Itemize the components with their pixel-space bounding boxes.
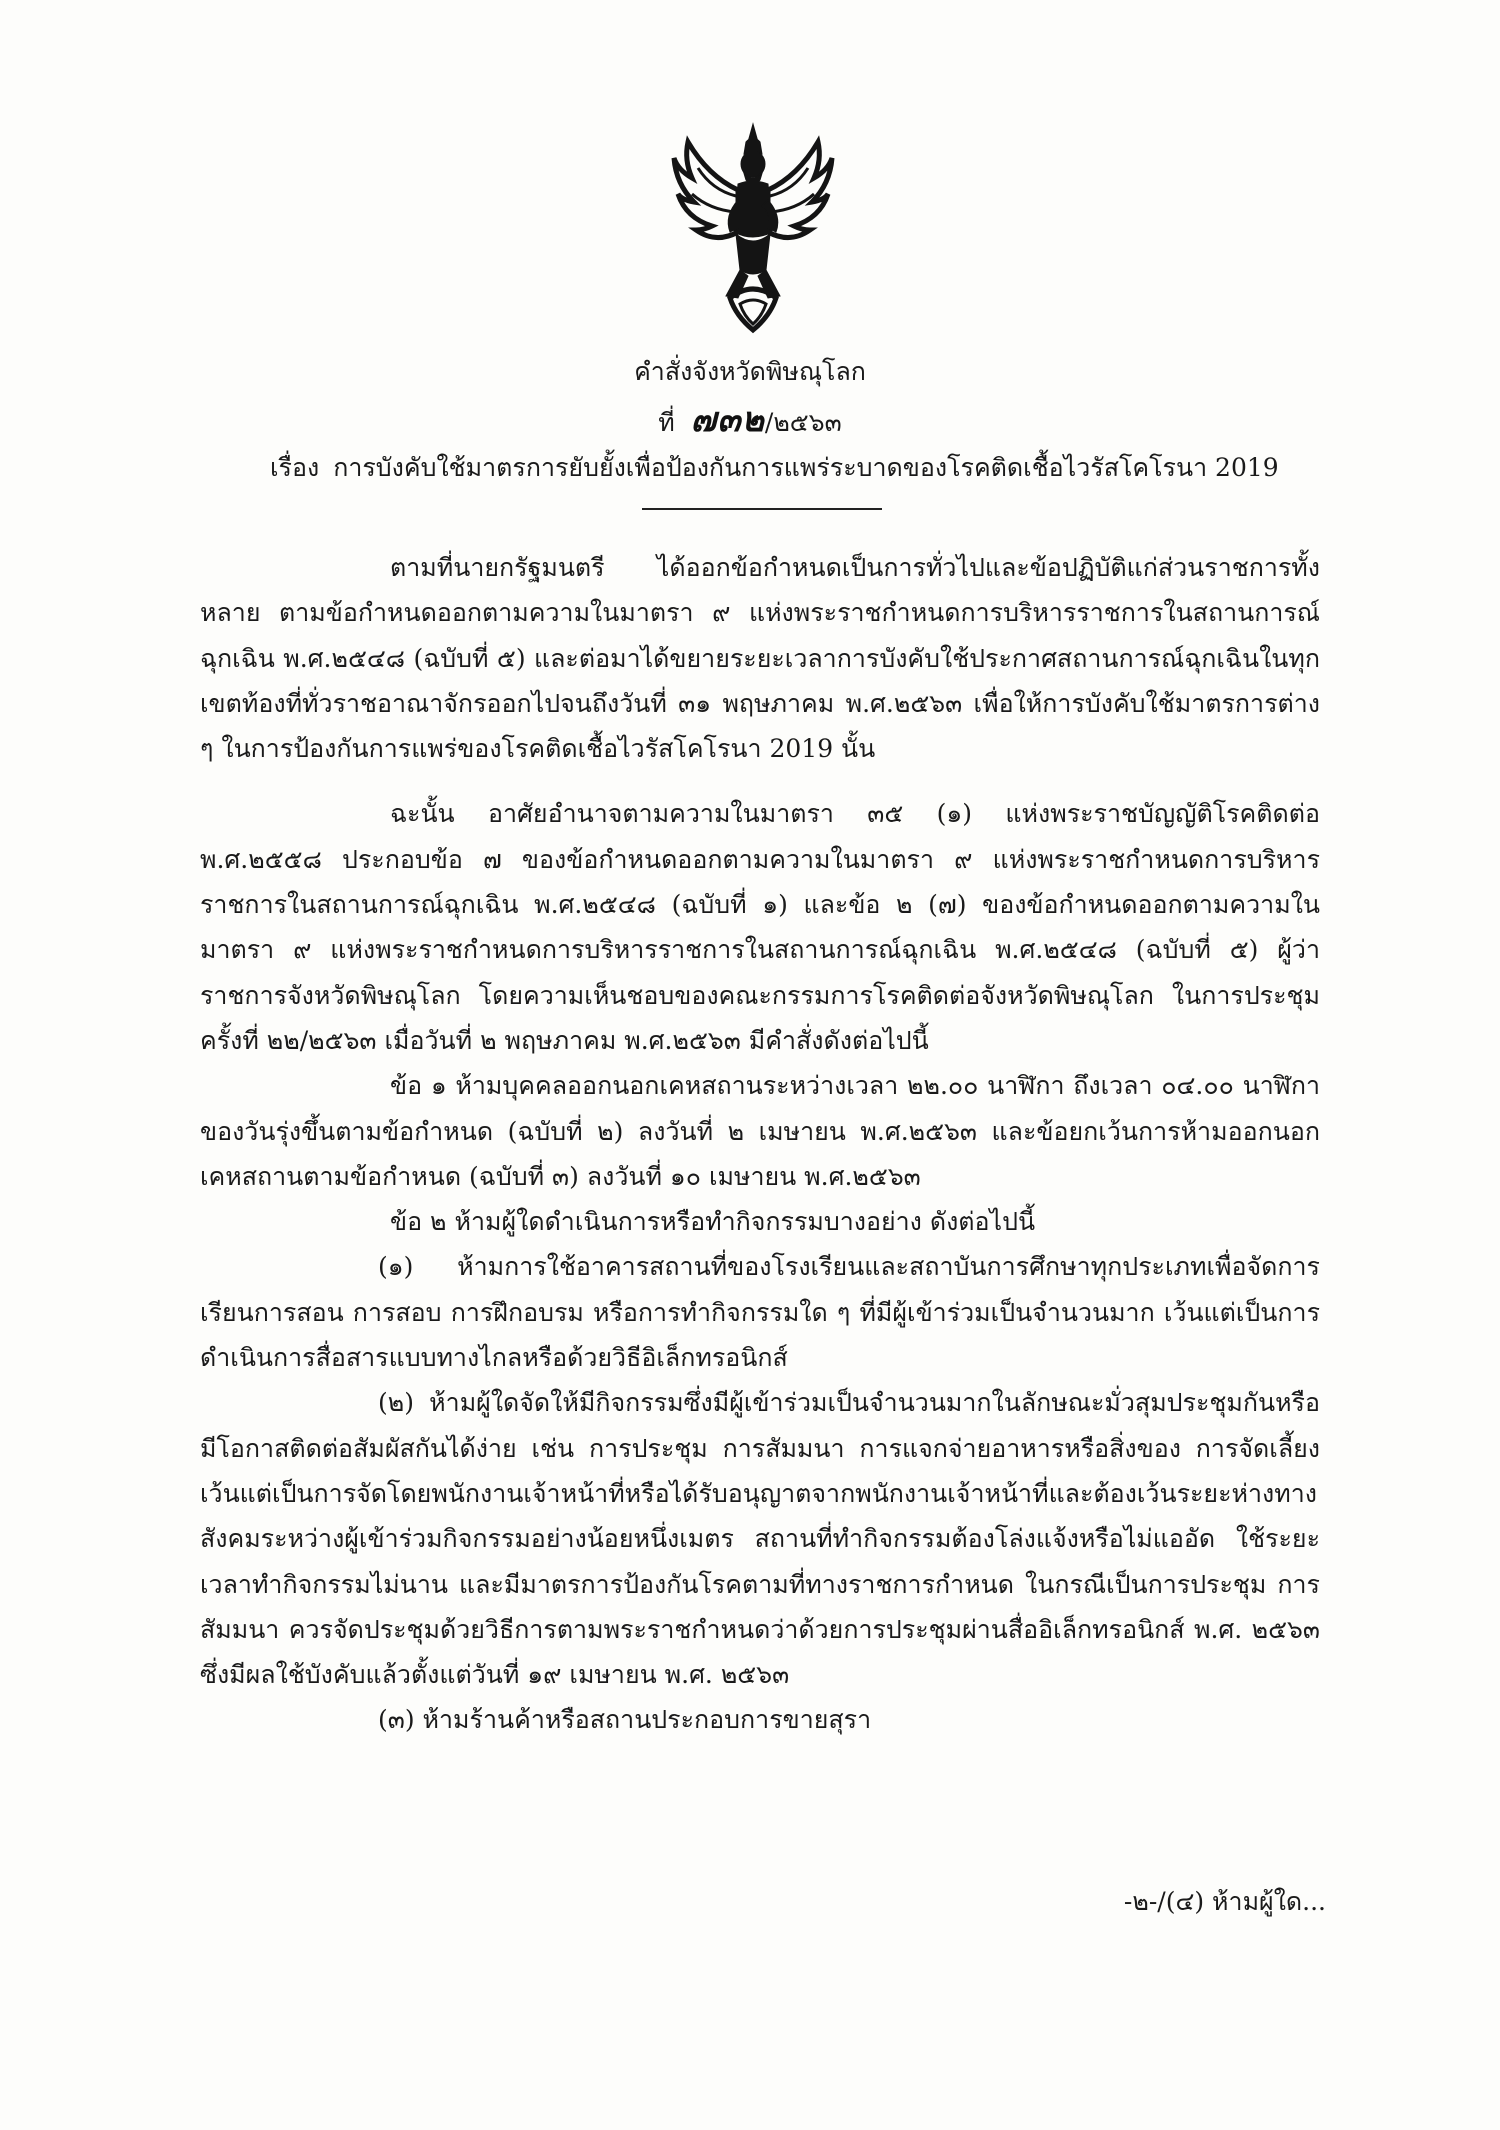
order-body	[200, 545, 1320, 1743]
subject-line	[270, 448, 1330, 488]
order-number-suffix: /๒๕๖๓	[764, 408, 842, 437]
order-number	[0, 392, 1500, 446]
clause-2-sub-2: (๒) ห้ามผู้ใดจัดให้มีกิจกรรมซึ่งมีผู้เข้าร่วมเป็นจำนวนมากในลักษณะมั่วสุมประชุมกันหรือมีโอกาสติดต่อสัมผัสกันได้ง่าย เช่น การประชุม การสัมมนา การแจกจ่ายอาหารหรือสิ่งของ การจัดเลี้ยง เว้นแต่เป็นการจัดโดยพนักงานเจ้าหน้าที่หรือได้รับอนุญาตจากพนักงานเจ้าหน้าที่และต้องเว้นระยะห่างทางสังคมระหว่างผู้เข้าร่วมกิจกรรมอย่างน้อยหนึ่งเมตร สถานที่ทำกิจกรรมต้องโล่งแจ้งหรือไม่แออัด ใช้ระยะเวลาทำกิจกรรมไม่นาน และมีมาตรการป้องกันโรคตามที่ทางราชการกำหนด ในกรณีเป็นการประชุม การสัมมนา ควรจัดประชุมด้วยวิธีการตามพระราชกำหนดว่าด้วยการประชุมผ่านสื่ออิเล็กทรอนิกส์ พ.ศ. ๒๕๖๓ ซึ่งมีผลใช้บังคับแล้วตั้งแต่วันที่ ๑๙ เมษายน พ.ศ. ๒๕๖๓	[200, 1388, 1320, 1690]
subject-text: การบังคับใช้มาตรการยับยั้งเพื่อป้องกันการแพร่ระบาดของโรคติดเชื้อไวรัสโคโรนา 2019	[333, 453, 1279, 482]
clause-2-sub-3: (๓) ห้ามร้านค้าหรือสถานประกอบการขายสุรา	[378, 1705, 872, 1735]
divider-rule	[642, 508, 882, 510]
clause-2: ข้อ ๒ ห้ามผู้ใดดำเนินการหรือทำกิจกรรมบางอย่าง ดังต่อไปนี้	[390, 1207, 1036, 1237]
paragraph-preamble: ตามที่นายกรัฐมนตรี ได้ออกข้อกำหนดเป็นการทั่วไปและข้อปฏิบัติแก่ส่วนราชการทั้งหลาย ตามข้อกำหนดออกตามความในมาตรา ๙ แห่งพระราชกำหนดการบริหารราชการในสถานการณ์ฉุกเฉิน พ.ศ.๒๕๔๘ (ฉบับที่ ๕) และต่อมาได้ขยายระยะเวลาการบังคับใช้ประกาศสถานการณ์ฉุกเฉินในทุกเขตท้องที่ทั่วราชอาณาจักรออกไปจนถึงวันที่ ๓๑ พฤษภาคม พ.ศ.๒๕๖๓ เพื่อให้การบังคับใช้มาตรการต่าง ๆ ในการป้องกันการแพร่ของโรคติดเชื้อไวรัสโคโรนา 2019 นั้น	[200, 553, 1320, 764]
order-title: คำสั่งจังหวัดพิษณุโลก	[634, 357, 866, 386]
clause-2-sub-1: (๑) ห้ามการใช้อาคารสถานที่ของโรงเรียนและสถาบันการศึกษาทุกประเภทเพื่อจัดการเรียนการสอน การสอบ การฝึกอบรม หรือการทำกิจกรรมใด ๆ ที่มีผู้เข้าร่วมเป็นจำนวนมาก เว้นแต่เป็นการดำเนินการสื่อสารแบบทางไกลหรือด้วยวิธีอิเล็กทรอนิกส์	[200, 1252, 1320, 1373]
subject-label: เรื่อง	[270, 453, 320, 482]
clause-1: ข้อ ๑ ห้ามบุคคลออกนอกเคหสถานระหว่างเวลา ๒๒.๐๐ นาฬิกา ถึงเวลา ๐๔.๐๐ นาฬิกาของวันรุ่งขึ้นตามข้อกำหนด (ฉบับที่ ๒) ลงวันที่ ๒ เมษายน พ.ศ.๒๕๖๓ และข้อยกเว้นการห้ามออกนอกเคหสถานตามข้อกำหนด (ฉบับที่ ๓) ลงวันที่ ๑๐ เมษายน พ.ศ.๒๕๖๓	[200, 1071, 1320, 1191]
order-number-handwritten: ๗๓๒	[690, 400, 765, 440]
paragraph-authority: ฉะนั้น อาศัยอำนาจตามความในมาตรา ๓๕ (๑) แห่งพระราชบัญญัติโรคติดต่อ พ.ศ.๒๕๕๘ ประกอบข้อ ๗ ของข้อกำหนดออกตามความในมาตรา ๙ แห่งพระราชกำหนดการบริหารราชการในสถานการณ์ฉุกเฉิน พ.ศ.๒๕๔๘ (ฉบับที่ ๑) และข้อ ๒ (๗) ของข้อกำหนดออกตามความในมาตรา ๙ แห่งพระราชกำหนดการบริหารราชการในสถานการณ์ฉุกเฉิน พ.ศ.๒๕๔๘ (ฉบับที่ ๕) ผู้ว่าราชการจังหวัดพิษณุโลก โดยความเห็นชอบของคณะกรรมการโรคติดต่อจังหวัดพิษณุโลก ในการประชุมครั้งที่ ๒๒/๒๕๖๓ เมื่อวันที่ ๒ พฤษภาคม พ.ศ.๒๕๖๓ มีคำสั่งดังต่อไปนี้	[200, 799, 1320, 1055]
garuda-emblem-icon	[668, 120, 838, 335]
continuation-note: -๒-/(๔) ห้ามผู้ใด...	[1123, 1887, 1326, 1916]
order-number-prefix: ที่	[658, 408, 675, 437]
